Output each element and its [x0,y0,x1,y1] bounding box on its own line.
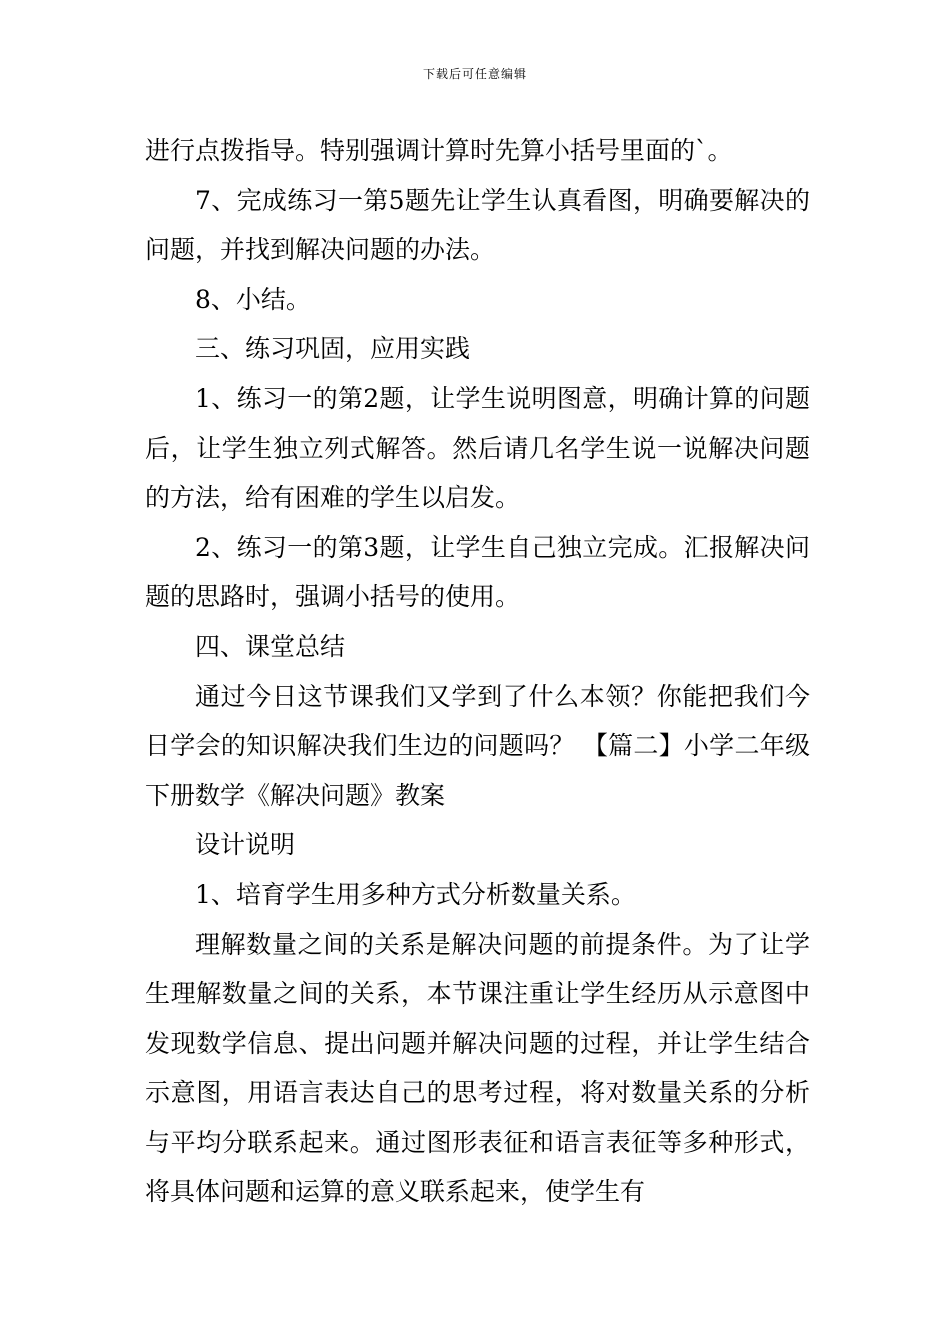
paragraph-1: 进行点拨指导。特别强调计算时先算小括号里面的`。 [145,136,733,165]
paragraph-8: 通过今日这节课我们又学到了什么本领？你能把我们今日学会的知识解决我们生边的问题吗？ 【篇二】小学二年级下册数学《解决问题》教案 [145,681,810,810]
section-heading-4: 四、课堂总结 [195,631,346,661]
page-header-note: 下载后可任意编辑 [422,67,527,81]
paragraph-6: 2、练习一的第3题，让学生自己独立完成。汇报解决问题的思路时，强调小括号的使用。 [145,532,810,612]
paragraph-2: 7、完成练习一第5题先让学生认真看图，明确要解决的问题，并找到解决问题的办法。 [145,185,810,265]
paragraph-3: 8、小结。 [195,284,311,314]
paragraph-5: 1、练习一的第2题，让学生说明图意，明确计算的问题后，让学生独立列式解答。然后请几名学生说一说解决问题的方法，给有困难的学生以启发。 [145,383,810,513]
document-body [145,126,810,1217]
paragraph-11: 理解数量之间的关系是解决问题的前提条件。为了让学生理解数量之间的关系，本节课注重让学生经历从示意图中发现数学信息、提出问题并解决问题的过程，并让学生结合示意图，用语言表达自己的思考过程，将对数量关系的分析与平均分联系起来。通过图形表征和语言表征等多种形式，将具体问题和运算的意义联系起来，使学生有 [145,929,810,1207]
paragraph-10: 1、培育学生用多种方式分析数量关系。 [195,879,636,909]
section-heading-design: 设计说明 [195,830,296,860]
section-heading-3: 三、练习巩固，应用实践 [195,334,471,364]
